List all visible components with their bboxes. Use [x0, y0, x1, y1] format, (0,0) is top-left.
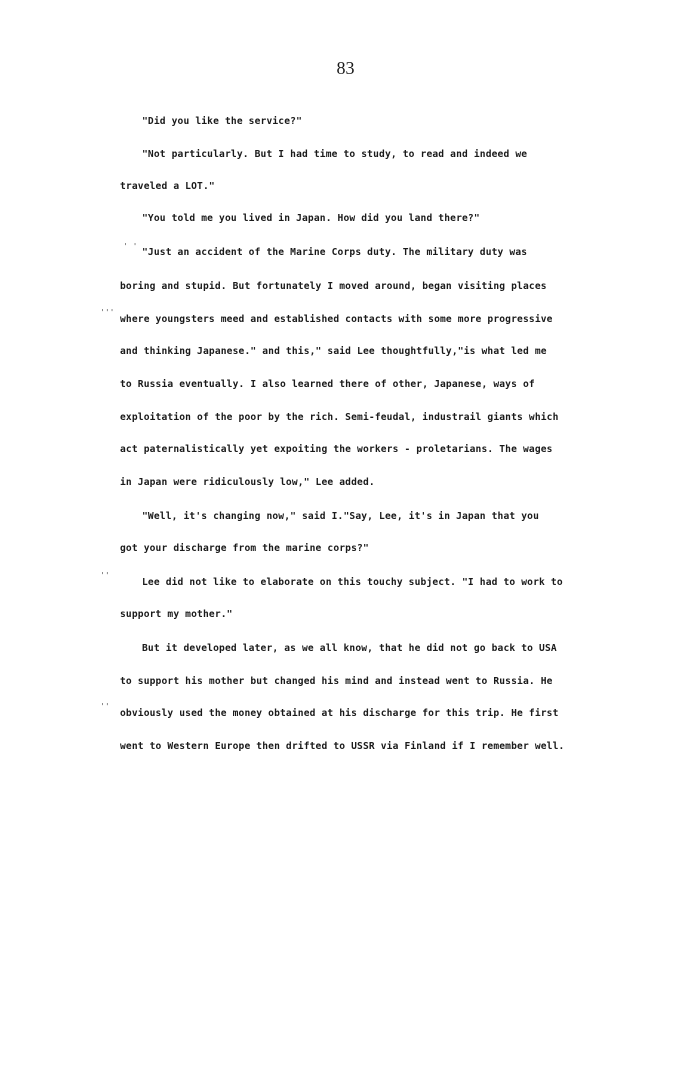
scan-mark: '': [100, 702, 110, 711]
text-line: exploitation of the poor by the rich. Semi-feudal, industrail giants which: [120, 412, 559, 423]
text-line: got your discharge from the marine corps?": [120, 543, 369, 554]
text-line: where youngsters meed and established contacts with some more progressive: [120, 314, 553, 325]
text-line: obviously used the money obtained at his discharge for this trip. He first: [120, 708, 559, 719]
text-line: traveled a LOT.": [120, 181, 215, 192]
text-line: "Well, it's changing now," said I."Say, Lee, it's in Japan that you: [142, 511, 540, 522]
page-number: 83: [336, 58, 355, 78]
text-line: "Did you like the service?": [142, 116, 302, 127]
text-line: to support his mother but changed his mind and instead went to Russia. He: [120, 676, 553, 687]
scan-mark: ''': [100, 308, 115, 317]
text-line: went to Western Europe then drifted to USSR via Finland if I remember well.: [120, 741, 565, 752]
scan-mark: ' ': [123, 242, 138, 251]
text-line: "You told me you lived in Japan. How did you land there?": [142, 213, 480, 224]
text-line: boring and stupid. But fortunately I moved around, began visiting places: [120, 281, 547, 292]
text-line: to Russia eventually. I also learned there of other, Japanese, ways of: [120, 379, 535, 390]
text-line: But it developed later, as we all know, that he did not go back to USA: [142, 643, 557, 654]
text-line: "Just an accident of the Marine Corps duty. The military duty was: [142, 247, 528, 258]
text-line: Lee did not like to elaborate on this touchy subject. "I had to work to: [142, 577, 563, 588]
text-line: in Japan were ridiculously low," Lee added.: [120, 477, 375, 488]
text-line: act paternalistically yet expoiting the workers - proletarians. The wages: [120, 444, 553, 455]
text-line: support my mother.": [120, 609, 233, 620]
scan-mark: '': [100, 571, 110, 580]
text-line: "Not particularly. But I had time to study, to read and indeed we: [142, 149, 528, 160]
text-line: and thinking Japanese." and this," said Lee thoughtfully,"is what led me: [120, 346, 547, 357]
